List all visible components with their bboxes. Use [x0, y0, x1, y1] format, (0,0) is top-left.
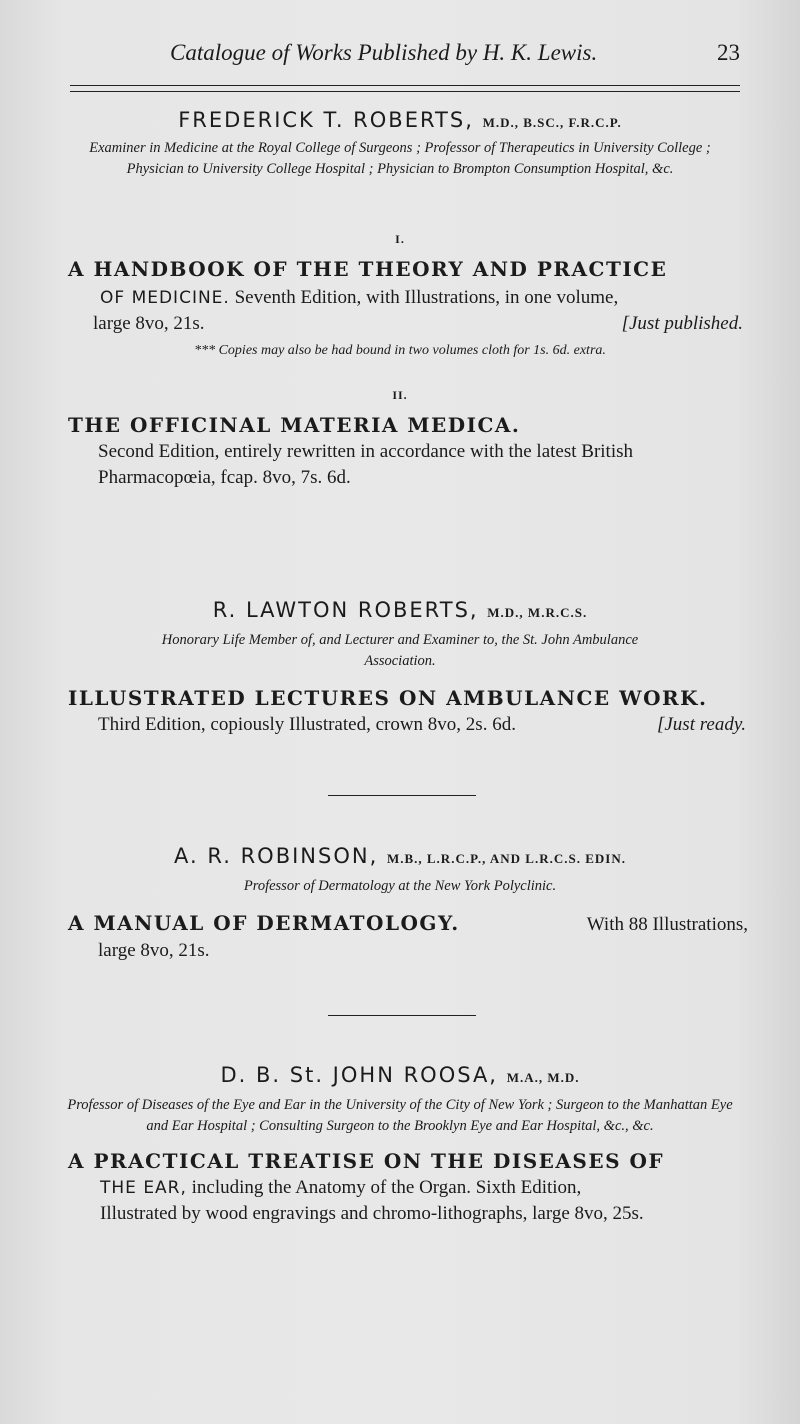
author-name [0, 1063, 800, 1087]
work-numeral: II. [392, 388, 408, 402]
work-details [100, 1175, 800, 1201]
work-status: [Just published. [621, 313, 743, 334]
work-title: A HANDBOOK OF THE THEORY AND PRACTICE [68, 257, 668, 281]
header-double-rule [70, 85, 740, 92]
author-degrees: M.D., M.R.C.S. [487, 605, 588, 620]
work-title: A PRACTICAL TREATISE ON THE DISEASES OF [68, 1149, 665, 1173]
binding-note: *** Copies may also be had bound in two volumes cloth for 1s. 6d. extra. [194, 343, 606, 358]
section-divider [328, 1015, 476, 1016]
author-affiliation: Professor of Diseases of the Eye and Ear in the University of the City of New York ; Surgeon to the Manhattan Eye and Ear Hospital ; Consulting Surgeon to the Brooklyn Eye and Ear Hospital, &c., &c. [67, 1097, 733, 1134]
author-affiliation: Professor of Dermatology at the New York Polyclinic. [243, 878, 557, 894]
entry-roosa [0, 1063, 800, 1227]
entry-roberts-rl [0, 598, 800, 738]
author-name [0, 108, 800, 132]
work-details-text: Third Edition, copiously Illustrated, crown 8vo, 2s. 6d. [98, 714, 516, 735]
running-title: Catalogue of Works Published by H. K. Lewis. [170, 40, 598, 65]
entry-robinson [0, 844, 800, 964]
author-name-text: D. B. St. JOHN ROOSA, [220, 1063, 498, 1087]
author-degrees: M.B., L.R.C.P., AND L.R.C.S. EDIN. [386, 851, 626, 866]
section-divider [328, 795, 476, 796]
work-details-text: Seventh Edition, with Illustrations, in one volume, [234, 287, 619, 308]
author-affiliation: Examiner in Medicine at the Royal College of Surgeons ; Professor of Therapeutics in University College ; Physician to University College Hospital ; Physician to Brompton Consumption Hospital, &c. [89, 140, 711, 177]
work-handbook [0, 232, 800, 359]
work-details-line2: Pharmacopœia, fcap. 8vo, 7s. 6d. [98, 467, 351, 488]
author-name-text: A. R. ROBINSON, [174, 844, 379, 868]
work-title: THE OFFICINAL MATERIA MEDICA. [68, 413, 521, 437]
work-title-cont: OF MEDICINE. [100, 288, 230, 308]
work-details [100, 285, 800, 311]
work-title: ILLUSTRATED LECTURES ON AMBULANCE WORK. [68, 686, 708, 710]
author-degrees: M.D., B.SC., F.R.C.P. [482, 115, 622, 130]
work-details [98, 712, 746, 738]
work-details-text: including the Anatomy of the Organ. Sixth Edition, [191, 1177, 582, 1198]
author-name [0, 844, 800, 868]
author-name-text: R. LAWTON ROBERTS, [212, 598, 479, 622]
author-affiliation: Honorary Life Member of, and Lecturer and Examiner to, the St. John Ambulance Association. [161, 632, 639, 669]
work-numeral: I. [395, 232, 405, 246]
work-details-line2: Illustrated by wood engravings and chromo-lithographs, large 8vo, 25s. [100, 1203, 644, 1224]
author-name [0, 598, 800, 622]
work-price: large 8vo, 21s. [93, 313, 205, 334]
running-head [0, 40, 800, 72]
work-materia-medica [0, 388, 800, 491]
author-degrees: M.A., M.D. [506, 1070, 580, 1085]
work-details: With 88 Illustrations, [586, 914, 748, 935]
work-details: Second Edition, entirely rewritten in accordance with the latest British [98, 441, 634, 462]
work-title-line [68, 911, 748, 938]
work-details-line2 [93, 311, 743, 337]
work-title: A MANUAL OF DERMATOLOGY. [68, 911, 460, 935]
author-name-text: FREDERICK T. ROBERTS, [178, 108, 474, 132]
work-title-cont: THE EAR, [100, 1178, 187, 1198]
entry-roberts-ft [0, 108, 800, 180]
page-number: 23 [717, 40, 740, 65]
work-status: [Just ready. [656, 714, 746, 735]
work-details-line2: large 8vo, 21s. [98, 940, 210, 961]
